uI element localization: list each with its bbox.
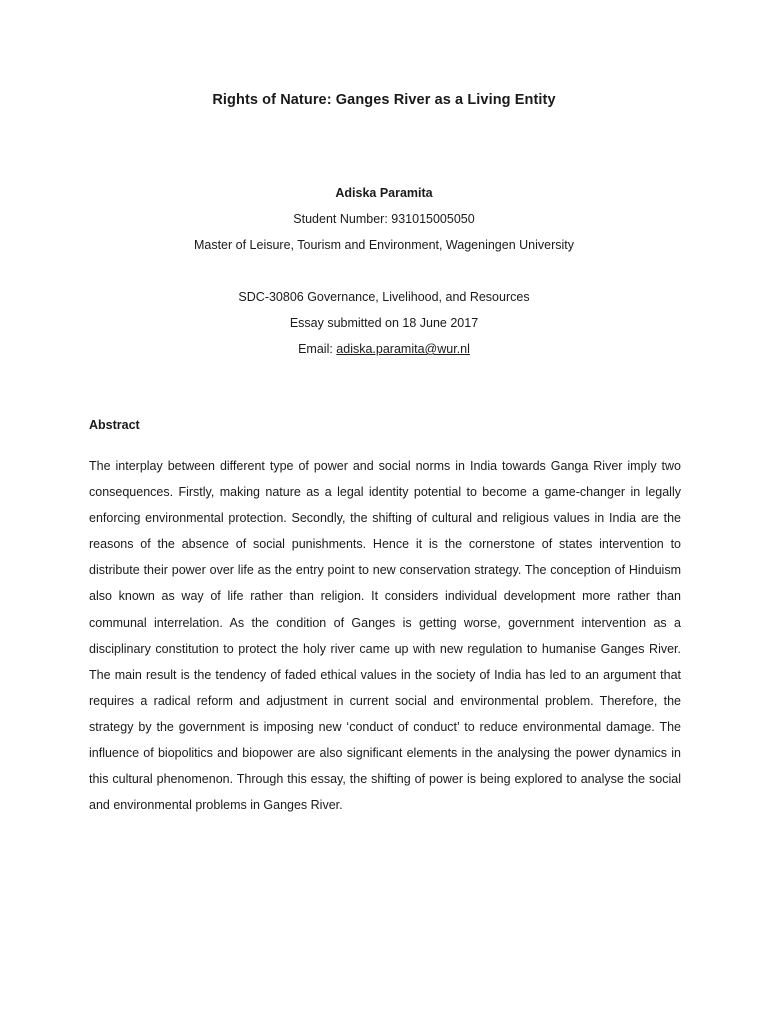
email-link[interactable]: adiska.paramita@wur.nl bbox=[336, 342, 470, 356]
program-affiliation: Master of Leisure, Tourism and Environment, Wageningen University bbox=[193, 238, 575, 252]
email-line bbox=[0, 336, 768, 362]
document-title: Rights of Nature: Ganges River as a Living Entity bbox=[212, 92, 556, 108]
email-label: Email: bbox=[298, 342, 337, 356]
abstract-heading: Abstract bbox=[89, 418, 140, 432]
author-block bbox=[0, 180, 768, 258]
course-code-title: SDC-30806 Governance, Livelihood, and Resources bbox=[238, 290, 530, 304]
submission-date: Essay submitted on 18 June 2017 bbox=[289, 316, 479, 330]
abstract-body: The interplay between different type of power and social norms in India towards Ganga River imply two consequences. Firstly, making nature as a legal identity potential to become a game-changer in legally enforcing environmental protection. Secondly, the shifting of cultural and religious values in India are the reasons of the absence of social punishments. Hence it is the cornerstone of states intervention to distribute their power over life as the entry point to new conservation strategy. The conception of Hinduism also known as way of life rather than religion. It considers individual development more rather than communal interrelation. As the condition of Ganges is getting worse, government intervention as a disciplinary constitution to protect the holy river came up with new regulation to humanise Ganges River. The main result is the tendency of faded ethical values in the society of India has led to an argument that requires a radical reform and adjustment in current social and environmental problem. Therefore, the strategy by the government is imposing new ‘conduct of conduct’ to reduce environmental damage. The influence of biopolitics and biopower are also significant elements in the analysing the power dynamics in this cultural phenomenon. Through this essay, the shifting of power is being explored to analyse the social and environmental problems in Ganges River. bbox=[89, 459, 681, 813]
author-name: Adiska Paramita bbox=[335, 186, 433, 200]
course-block bbox=[0, 284, 768, 362]
student-number: Student Number: 931015005050 bbox=[293, 212, 475, 226]
